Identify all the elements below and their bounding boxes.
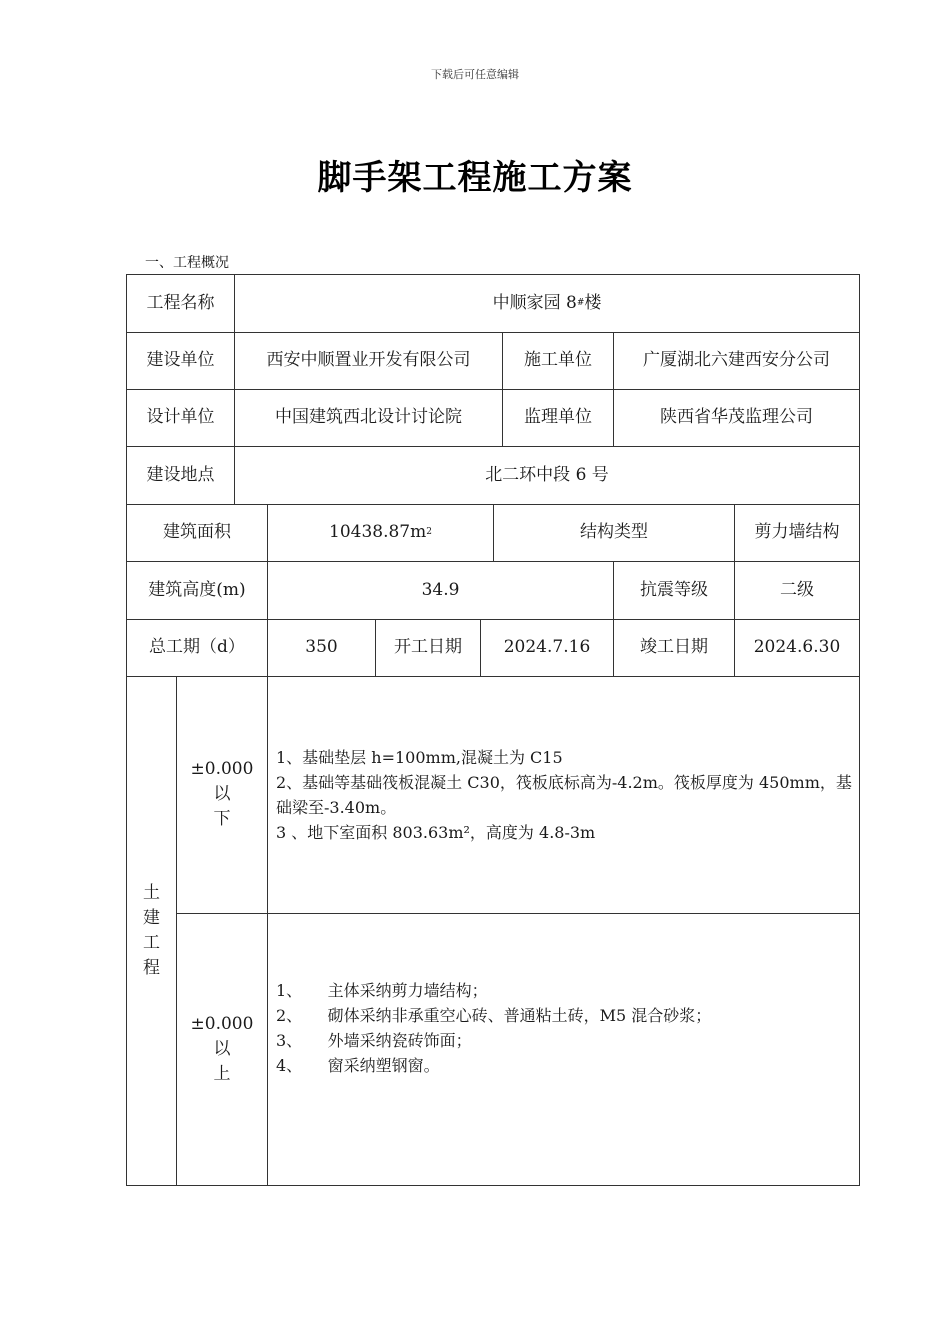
project-name-label: 工程名称	[146, 293, 215, 314]
above-zero-line: 3、 外墙采纳瓷砖饰面；	[276, 1031, 472, 1050]
below-zero-content	[276, 676, 856, 913]
below-zero-level: ±0.000	[190, 759, 254, 779]
above-zero-line: 4、 窗采纳塑钢窗。	[276, 1056, 440, 1075]
civil-char: 土	[143, 882, 160, 903]
designer-label: 设计单位	[146, 407, 215, 428]
below-zero-line: 1、基础垫层 h=100mm,混凝土为 C15	[276, 747, 563, 767]
document-title: 脚手架工程施工方案	[317, 158, 633, 198]
duration-label: 总工期（d）	[149, 637, 245, 658]
start-date-label: 开工日期	[394, 637, 462, 658]
finish-date-label: 竣工日期	[640, 637, 708, 658]
below-zero-char: 以	[213, 784, 231, 804]
above-zero-content	[276, 914, 856, 1142]
civil-char: 程	[143, 957, 160, 978]
above-zero-line: 2、 砌体采纳非承重空心砖、普通粘土砖，M5 混合砂浆；	[276, 1006, 712, 1025]
height-label: 建筑高度(m)	[148, 579, 246, 600]
supervisor-label: 监理单位	[524, 407, 592, 428]
site-label: 建设地点	[146, 464, 215, 485]
below-zero-line: 3 、地下室面积 803.63m²，高度为 4.8-3m	[276, 822, 596, 842]
above-zero-level: ±0.000	[190, 1014, 254, 1034]
project-name-superscript: #	[576, 298, 585, 308]
site-value: 北二环中段 6 号	[485, 464, 609, 485]
civil-char: 工	[143, 932, 160, 953]
above-zero-label	[177, 914, 267, 1185]
start-date-value: 2024.7.16	[503, 637, 591, 658]
civil-engineering-label	[127, 676, 176, 1185]
below-zero-char: 下	[213, 809, 231, 829]
structure-label: 结构类型	[580, 522, 648, 543]
finish-date-value: 2024.6.30	[753, 637, 841, 658]
seismic-label: 抗震等级	[640, 579, 708, 600]
contractor-value: 广厦湖北六建西安分公司	[643, 350, 830, 371]
owner-label: 建设单位	[146, 350, 215, 371]
height-value: 34.9	[421, 579, 460, 600]
below-zero-line: 2、基础等基础筏板混凝土 C30，筏板底标高为-4.2m。筏板厚度为 450mm，基础梁至-3.40m。	[276, 772, 852, 817]
area-label: 建筑面积	[163, 522, 231, 543]
header-note: 下载后可任意编辑	[431, 68, 519, 81]
above-zero-char: 上	[213, 1064, 231, 1084]
project-overview-table	[126, 274, 860, 1186]
area-superscript: 2	[426, 527, 432, 537]
structure-value: 剪力墙结构	[754, 522, 840, 543]
duration-value: 350	[305, 637, 338, 658]
above-zero-line: 1、 主体采纳剪力墙结构；	[276, 981, 488, 1000]
seismic-value: 二级	[780, 579, 814, 600]
above-zero-char: 以	[213, 1039, 231, 1059]
project-name-value	[235, 275, 859, 332]
contractor-label: 施工单位	[524, 350, 592, 371]
col-divider	[267, 676, 268, 1185]
project-name-suffix: 楼	[584, 293, 602, 314]
supervisor-value: 陕西省华茂监理公司	[660, 407, 813, 428]
section-heading: 一、工程概况	[145, 255, 229, 271]
area-value	[268, 504, 493, 561]
owner-value: 西安中顺置业开发有限公司	[266, 350, 471, 371]
designer-value: 中国建筑西北设计讨论院	[275, 407, 462, 428]
below-zero-label	[177, 676, 267, 913]
project-name-text: 中顺家园 8	[492, 293, 577, 314]
area-number: 10438.87m	[329, 522, 427, 543]
civil-char: 建	[143, 907, 160, 928]
